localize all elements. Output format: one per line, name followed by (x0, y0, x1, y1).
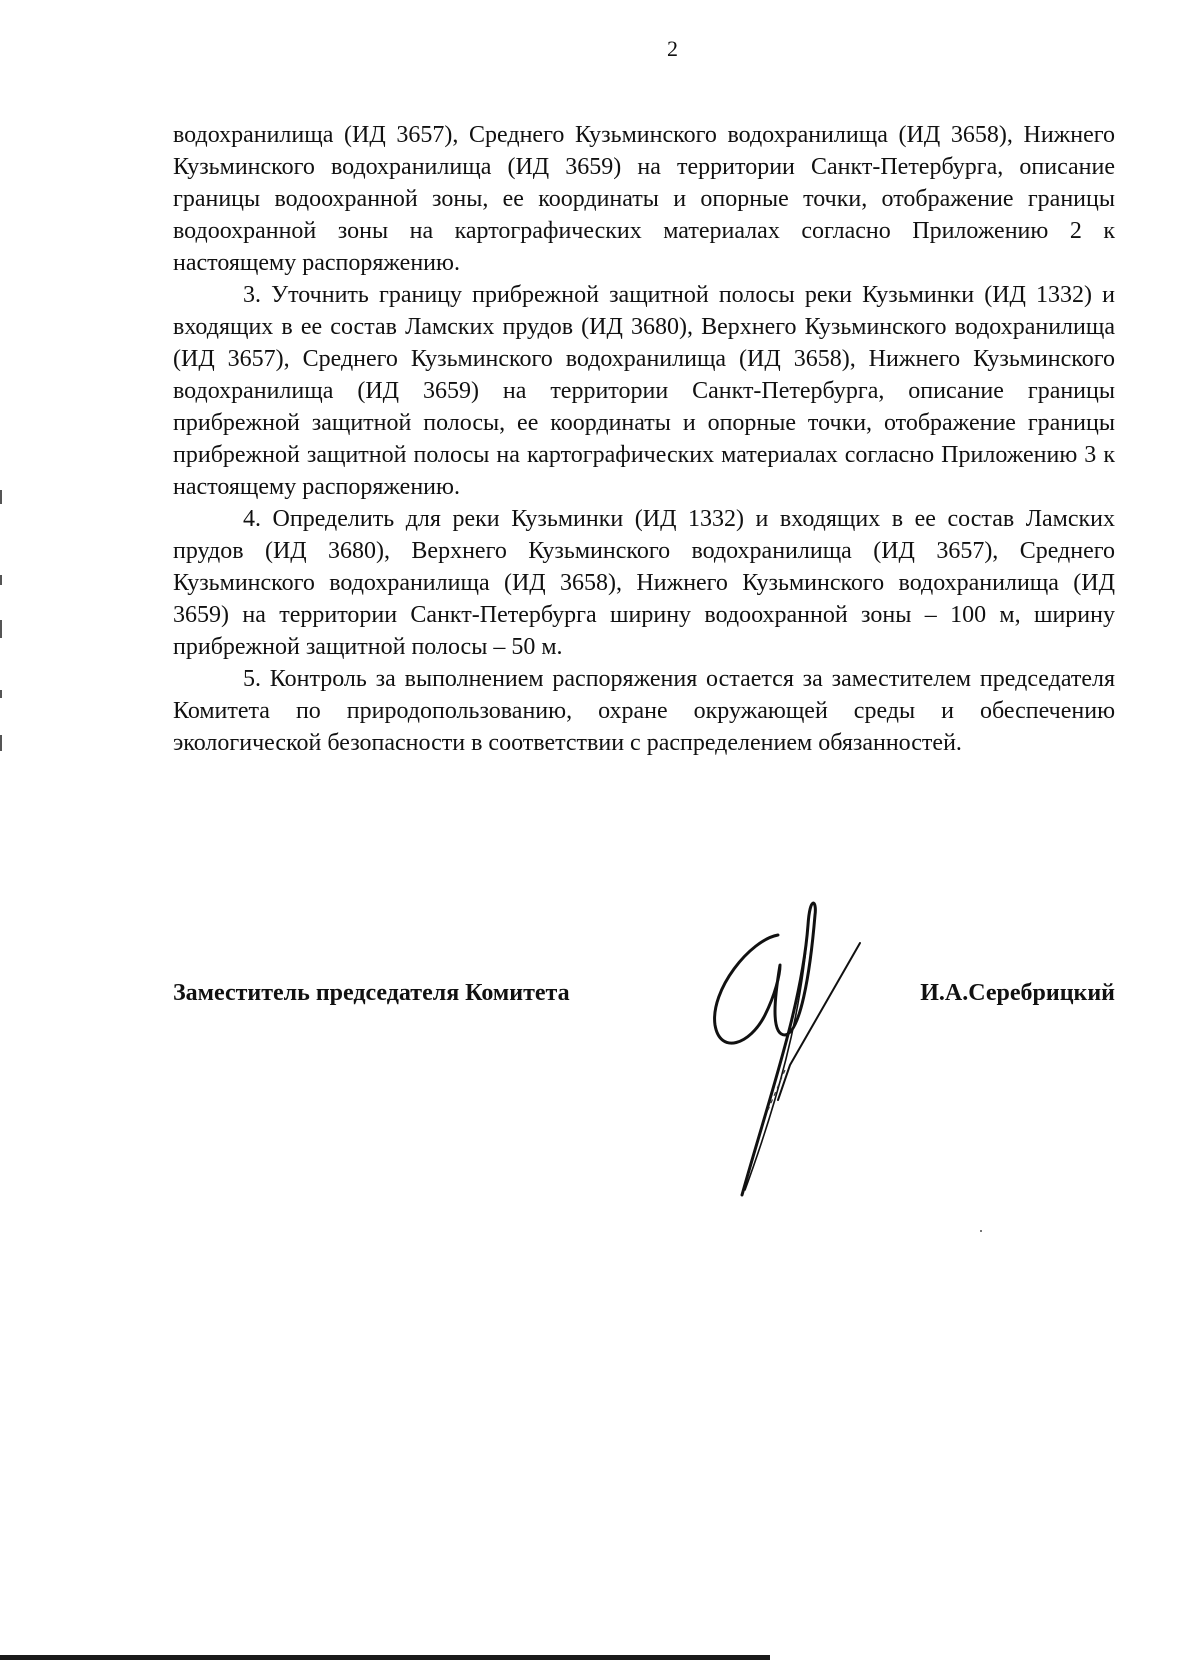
paragraph-item-4: 4. Определить для реки Кузьминки (ИД 1332) и входящих в ее состав Ламских прудов (ИД 3680), Верхнего Кузьминского водохранилища (ИД 3657), Среднего Кузьминского водохранилища (ИД 3658), Нижнего Кузьминского водохранилища (ИД 3659) на территории Санкт-Петербурга ширину водоохранной зоны – 100 м, ширину прибрежной защитной полосы – 50 м. (173, 506, 1115, 660)
page-number: 2 (667, 36, 678, 61)
signer-name: И.А.Серебрицкий (920, 980, 1115, 1006)
handwritten-signature (690, 895, 920, 1215)
scan-speck (980, 1230, 982, 1232)
scan-edge-marks (0, 0, 4, 1663)
signer-title: Заместитель председателя Комитета (173, 980, 570, 1006)
paragraph-continuation: водохранилища (ИД 3657), Среднего Кузьминского водохранилища (ИД 3658), Нижнего Кузьминского водохранилища (ИД 3659) на территории Санкт-Петербурга, описание границы водоохранной зоны, ее координаты и опорные точки, отображение границы водоохранной зоны на картографических материалах согласно Приложению 2 к настоящему распоряжению. (173, 122, 1115, 276)
document-body (173, 119, 1115, 759)
paragraph-item-3: 3. Уточнить границу прибрежной защитной полосы реки Кузьминки (ИД 1332) и входящих в ее состав Ламских прудов (ИД 3680), Верхнего Кузьминского водохранилища (ИД 3657), Среднего Кузьминского водохранилища (ИД 3658), Нижнего Кузьминского водохранилища (ИД 3659) на территории Санкт-Петербурга, описание границы прибрежной защитной полосы, ее координаты и опорные точки, отображение границы прибрежной защитной полосы на картографических материалах согласно Приложению 3 к настоящему распоряжению. (173, 282, 1115, 500)
scan-bottom-edge (0, 1655, 770, 1660)
signature-block (173, 980, 1115, 1020)
paragraph-item-5: 5. Контроль за выполнением распоряжения остается за заместителем председателя Комитета по природопользованию, охране окружающей среды и обеспечению экологической безопасности в соответствии с распределением обязанностей. (173, 666, 1115, 756)
